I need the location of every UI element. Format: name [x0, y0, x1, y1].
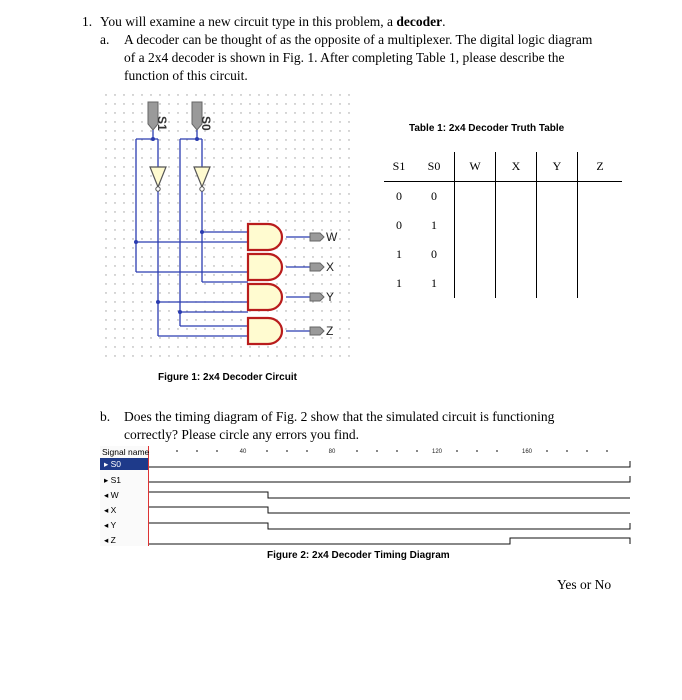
and-gate-x	[248, 254, 282, 280]
cell-y[interactable]	[537, 269, 578, 298]
output-label-z: Z	[326, 324, 334, 338]
part-a-letter: a.	[100, 32, 110, 47]
timing-diagram	[100, 446, 632, 546]
signal-name-z[interactable]: ◂ Z	[104, 535, 116, 545]
timing-header-label: Signal name	[102, 447, 150, 457]
waveform-s1	[149, 476, 630, 482]
cell-s0: 1	[431, 218, 437, 232]
table-row	[384, 240, 622, 269]
output-pin-x	[310, 263, 324, 271]
output-label-w: W	[326, 230, 338, 244]
part-a-line1: A decoder can be thought of as the opposite of a multiplexer. The digital logic diagram	[124, 32, 593, 47]
cell-w[interactable]	[455, 240, 496, 269]
answer-choice[interactable]: Yes or No	[557, 577, 612, 592]
table-row	[384, 182, 622, 212]
header-y: Y	[537, 152, 578, 182]
cell-w[interactable]	[455, 269, 496, 298]
tick-label: 120	[431, 449, 443, 455]
header-s0: S0	[414, 152, 455, 182]
cell-y[interactable]	[537, 211, 578, 240]
part-a-line2: of a 2x4 decoder is shown in Fig. 1. After completing Table 1, please describe the	[124, 50, 565, 65]
signal-name-x[interactable]: ◂ X	[104, 505, 117, 515]
table-header-row	[384, 152, 622, 182]
and-gate-z	[248, 318, 282, 344]
waveform-w	[149, 492, 630, 498]
decoder-circuit-diagram	[96, 94, 356, 366]
table-row	[384, 269, 622, 298]
tick-label: 80	[328, 449, 336, 455]
and-gate-y	[248, 284, 282, 310]
problem-intro: You will examine a new circuit type in this problem, a decoder.	[100, 14, 446, 29]
header-x: X	[496, 152, 537, 182]
output-pin-w	[310, 233, 324, 241]
part-b-line1: Does the timing diagram of Fig. 2 show that the simulated circuit is functioning	[124, 409, 555, 424]
timing-waveforms	[149, 446, 632, 546]
cell-z[interactable]	[578, 240, 623, 269]
cell-s0: 1	[431, 276, 437, 290]
cell-s1: 1	[396, 247, 402, 261]
cell-s1: 0	[396, 189, 402, 203]
table1-title: Table 1: 2x4 Decoder Truth Table	[409, 123, 565, 134]
cell-x[interactable]	[496, 269, 537, 298]
cell-z[interactable]	[578, 182, 623, 212]
output-label-y: Y	[326, 290, 335, 304]
tick-label: 160	[521, 449, 533, 455]
cell-s0: 0	[431, 247, 437, 261]
table-row	[384, 211, 622, 240]
problem-number: 1.	[82, 14, 93, 29]
cell-s1: 1	[396, 276, 402, 290]
cell-x[interactable]	[496, 182, 537, 212]
header-z: Z	[578, 152, 623, 182]
input-label-s0: S0	[199, 116, 213, 131]
cell-y[interactable]	[537, 182, 578, 212]
part-b-line2: correctly? Please circle any errors you find.	[124, 427, 360, 442]
part-a-line3: function of this circuit.	[124, 68, 248, 83]
cell-w[interactable]	[455, 182, 496, 212]
signal-name-s0[interactable]: ▸ S0	[104, 459, 122, 469]
waveform-y	[149, 523, 630, 529]
input-label-s1: S1	[155, 116, 169, 131]
cell-w[interactable]	[455, 211, 496, 240]
signal-name-s1[interactable]: ▸ S1	[104, 475, 122, 485]
truth-table	[384, 152, 622, 298]
cell-y[interactable]	[537, 240, 578, 269]
output-pin-z	[310, 327, 324, 335]
cell-z[interactable]	[578, 211, 623, 240]
signal-name-w[interactable]: ◂ W	[104, 490, 119, 500]
waveform-z	[149, 538, 630, 544]
waveform-s0	[149, 461, 630, 467]
cell-x[interactable]	[496, 211, 537, 240]
output-pin-y	[310, 293, 324, 301]
signal-name-y[interactable]: ◂ Y	[104, 520, 117, 530]
cell-s1: 0	[396, 218, 402, 232]
cell-x[interactable]	[496, 240, 537, 269]
waveform-x	[149, 507, 630, 513]
tick-label: 40	[239, 449, 247, 455]
and-gate-w	[248, 224, 282, 250]
figure1-caption: Figure 1: 2x4 Decoder Circuit	[158, 372, 297, 383]
part-b-letter: b.	[100, 409, 111, 424]
figure2-caption: Figure 2: 2x4 Decoder Timing Diagram	[267, 550, 450, 561]
header-s1: S1	[384, 152, 414, 182]
cell-z[interactable]	[578, 269, 623, 298]
cell-s0: 0	[431, 189, 437, 203]
output-label-x: X	[326, 260, 335, 274]
header-w: W	[455, 152, 496, 182]
